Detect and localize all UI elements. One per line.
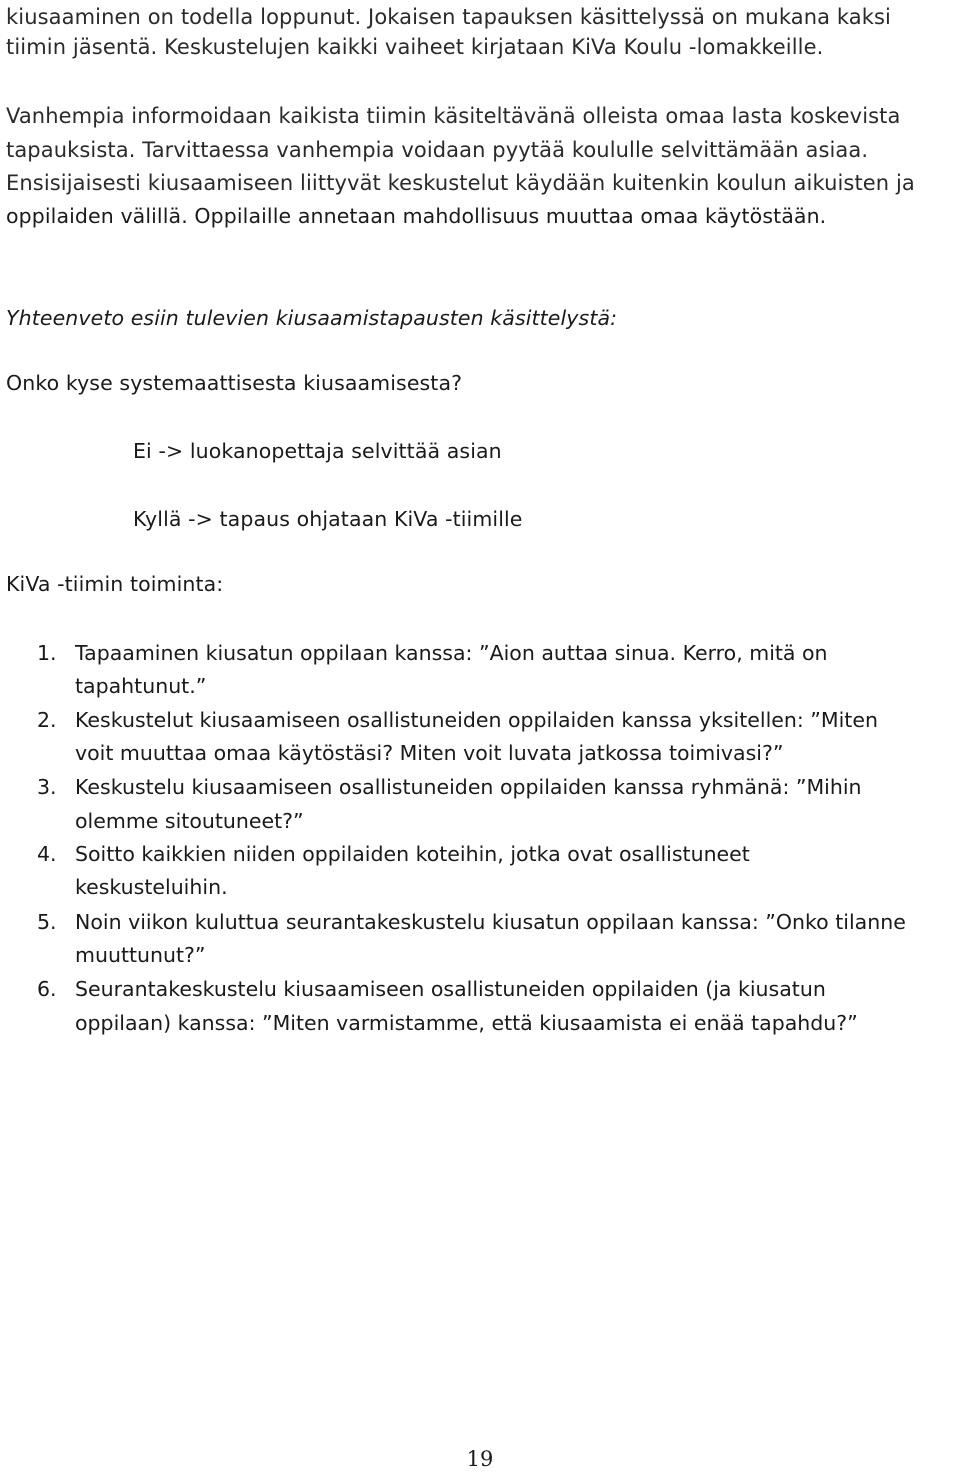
list-item-text: voit muuttaa omaa käytöstäsi? Miten voit luvata jatkossa toimivasi?” xyxy=(75,741,784,765)
list-item-number: 4. xyxy=(37,842,57,866)
list-item-number: 3. xyxy=(37,775,57,799)
parents-line-3: Ensisijaisesti kiusaamiseen liittyvät keskustelut käydään kuitenkin koulun aikuisten ja xyxy=(6,171,915,195)
list-item-text: Soitto kaikkien niiden oppilaiden koteihin, jotka ovat osallistuneet xyxy=(75,842,750,866)
team-heading: KiVa -tiimin toiminta: xyxy=(6,572,224,596)
list-item-text: Tapaaminen kiusatun oppilaan kanssa: ”Aion auttaa sinua. Kerro, mitä on xyxy=(75,641,828,665)
list-item-number: 6. xyxy=(37,977,57,1001)
intro-line-1: kiusaaminen on todella loppunut. Jokaisen tapauksen käsittelyssä on mukana kaksi xyxy=(6,5,891,29)
page-number: 19 xyxy=(466,1447,494,1471)
summary-option-no: Ei -> luokanopettaja selvittää asian xyxy=(133,439,502,463)
list-item-number: 1. xyxy=(37,641,57,665)
list-item-number: 2. xyxy=(37,708,57,732)
summary-question: Onko kyse systemaattisesta kiusaamisesta? xyxy=(6,371,463,395)
list-item-text: keskusteluihin. xyxy=(75,875,228,899)
list-item-text: Noin viikon kuluttua seurantakeskustelu kiusatun oppilaan kanssa: ”Onko tilanne xyxy=(75,910,906,934)
list-item-text: olemme sitoutuneet?” xyxy=(75,809,304,833)
list-item-text: muuttunut?” xyxy=(75,943,206,967)
parents-line-1: Vanhempia informoidaan kaikista tiimin käsiteltävänä olleista omaa lasta koskevista xyxy=(6,104,901,128)
intro-line-2: tiimin jäsentä. Keskustelujen kaikki vaiheet kirjataan KiVa Koulu -lomakkeille. xyxy=(6,35,824,59)
list-item-number: 5. xyxy=(37,910,57,934)
summary-heading: Yhteenveto esiin tulevien kiusaamistapausten käsittelystä: xyxy=(6,306,618,330)
list-item-text: tapahtunut.” xyxy=(75,674,207,698)
list-item-text: oppilaan) kanssa: ”Miten varmistamme, että kiusaamista ei enää tapahdu?” xyxy=(75,1011,858,1035)
parents-line-4: oppilaiden välillä. Oppilaille annetaan mahdollisuus muuttaa omaa käytöstään. xyxy=(6,204,827,228)
list-item-text: Keskustelu kiusaamiseen osallistuneiden oppilaiden kanssa ryhmänä: ”Mihin xyxy=(75,775,862,799)
summary-option-yes: Kyllä -> tapaus ohjataan KiVa -tiimille xyxy=(133,507,523,531)
list-item-text: Seurantakeskustelu kiusaamiseen osallistuneiden oppilaiden (ja kiusatun xyxy=(75,977,826,1001)
list-item-text: Keskustelut kiusaamiseen osallistuneiden oppilaiden kanssa yksitellen: ”Miten xyxy=(75,708,878,732)
parents-line-2: tapauksista. Tarvittaessa vanhempia voidaan pyytää koululle selvittämään asiaa. xyxy=(6,138,869,162)
